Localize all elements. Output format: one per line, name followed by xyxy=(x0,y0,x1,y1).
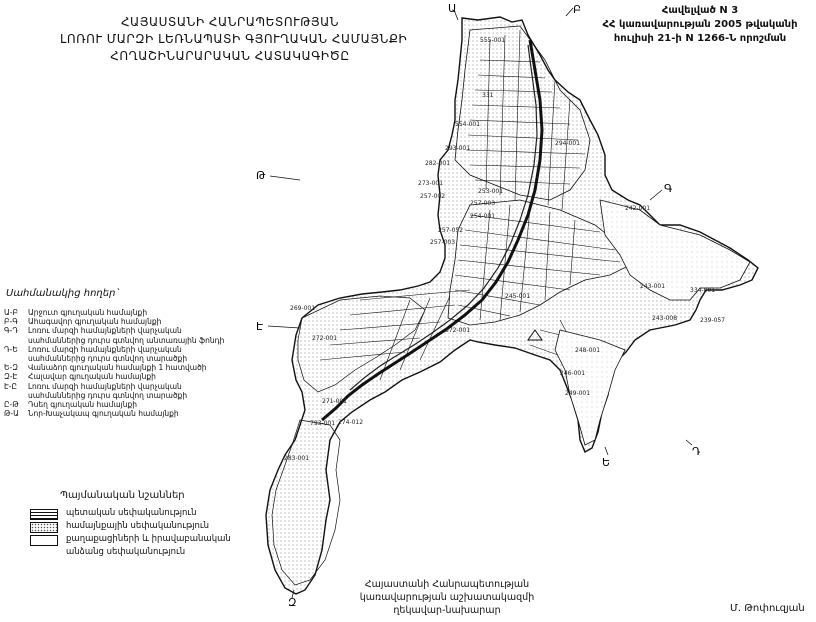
boundary-item xyxy=(4,336,224,345)
boundary-text: Ահագավոր գյուղական համայնքի xyxy=(28,317,162,327)
boundary-code: Ա-Բ xyxy=(4,308,18,317)
boundary-text: սահմաններից դուրս գտնվող տարածքի xyxy=(28,354,188,364)
legend-label: պետական սեփականություն xyxy=(66,508,197,518)
parcel-label: 334-001 xyxy=(690,287,716,294)
appendix-line-1: Հավելված N 3 xyxy=(661,5,739,16)
boundary-code xyxy=(4,391,28,400)
legend-swatch-dotted xyxy=(30,522,58,533)
boundary-code: Ը-Թ xyxy=(4,400,19,410)
boundary-item xyxy=(4,409,224,418)
boundary-code: Գ-Դ xyxy=(4,326,19,336)
legend-swatch-blank xyxy=(30,535,58,546)
boundary-text: սահմաններից դուրս գտնվող անտառային ֆոնդի xyxy=(28,335,225,345)
parcel-label: 245-001 xyxy=(505,293,531,300)
boundary-item xyxy=(4,308,224,317)
boundary-text: Նոր-Խաչակապ գյուղական համայնքի xyxy=(28,409,179,419)
boundary-text: Արջուտ գյուղական համայնքի xyxy=(28,308,148,317)
parcel-label: 793-001 xyxy=(310,420,336,427)
parcel-label: 271-001 xyxy=(322,398,348,405)
boundary-item xyxy=(4,354,224,363)
signature-line-2: կառավարության աշխատակազմի xyxy=(359,592,535,603)
appendix-note xyxy=(585,4,815,46)
title-line-3: ՀՈՂԱՇԻՆԱՐԱՐԱԿԱՆ ՀԱՏԱԿԱԳԻԾԸ xyxy=(110,49,350,63)
cardinal-g: Գ xyxy=(664,182,673,195)
boundary-code xyxy=(4,336,28,345)
signature-line-1: Հայաստանի Հանրապետության xyxy=(364,579,530,590)
parcel-label: 554-001 xyxy=(455,121,481,128)
parcel-label: 372-001 xyxy=(445,327,471,334)
cardinal-a: Ա xyxy=(448,2,457,15)
parcel-label: 243-008 xyxy=(652,315,678,322)
parcel-label: 253-001 xyxy=(478,188,504,195)
parcel-label: 254-001 xyxy=(470,213,496,220)
parcel-label: 269-001 xyxy=(290,305,316,312)
parcel-label: 257-003 xyxy=(470,200,496,207)
boundary-item xyxy=(4,345,224,354)
parcel-label: 249-001 xyxy=(565,390,591,397)
boundary-item xyxy=(4,400,224,409)
boundary-text: Դսեղ գյուղական համայնքի xyxy=(28,400,137,410)
boundary-text: Հալավար գյուղական համայնքի xyxy=(28,372,156,382)
signer-name: Մ. Թոփուզյան xyxy=(730,603,805,614)
title-line-1: ՀԱՅԱՍՏԱՆԻ ՀԱՆՐԱՊԵՏՈՒԹՅԱՆ xyxy=(120,15,340,29)
boundaries-heading: Սահմանակից հողեր` xyxy=(6,288,121,299)
cardinal-z: Զ xyxy=(288,596,297,609)
legend-swatch-hatched xyxy=(30,509,58,520)
parcel-label: 239-057 xyxy=(700,317,726,324)
parcel-label: 246-001 xyxy=(560,370,586,377)
boundary-code: Ե-Զ xyxy=(4,363,18,373)
parcel-label: 257-002 xyxy=(420,193,446,200)
legend-heading: Պայմանական նշաններ xyxy=(60,490,185,501)
legend-label: անձանց սեփականություն xyxy=(66,547,186,557)
parcel-label: 294-001 xyxy=(555,140,581,147)
boundaries-list xyxy=(4,308,224,418)
cardinal-e-west: Է xyxy=(256,320,264,333)
boundary-text: Լոռու մարզի համայնքների վարչական xyxy=(28,381,182,391)
cardinal-b: Բ xyxy=(573,3,582,16)
cardinal-e: Ե xyxy=(602,456,611,469)
boundary-item xyxy=(4,391,224,400)
boundary-text: Լոռու մարզի համայնքների վարչական xyxy=(28,344,182,354)
parcel-label: 242-001 xyxy=(625,205,651,212)
parcel-label: 331 xyxy=(482,92,494,99)
parcel-label: 282-001 xyxy=(425,160,451,167)
legend-label: համայնքային սեփականություն xyxy=(66,521,210,531)
parcel-label: 272-001 xyxy=(312,335,338,342)
boundary-code: Զ-Է xyxy=(4,372,18,382)
boundary-item xyxy=(4,372,224,381)
appendix-line-2: ՀՀ կառավարության 2005 թվականի xyxy=(602,19,798,30)
boundary-code: Բ-Գ xyxy=(4,317,18,327)
legend-label: քաղաքացիների և իրավաբանական xyxy=(66,534,231,544)
signature-block xyxy=(332,578,562,617)
parcel-label: 243-001 xyxy=(640,283,666,290)
boundary-item xyxy=(4,317,224,326)
community-boundary xyxy=(266,17,758,594)
parcel-label: 273-001 xyxy=(418,180,444,187)
map-title xyxy=(60,14,408,65)
boundary-code: Է-Ը xyxy=(4,381,17,391)
title-line-2: ԼՈՌՈՒ ՄԱՐԶԻ ԼԵՌՆԱՊԱՏԻ ԳՅՈՒՂԱԿԱՆ ՀԱՄԱՅՆՔԻ xyxy=(60,32,408,46)
boundary-text: սահմաններից դուրս գտնվող տարածքի xyxy=(28,390,188,400)
boundary-code: Թ-Ա xyxy=(4,409,19,419)
parcel-label: 555-001 xyxy=(480,37,506,44)
parcel-label: 257-003 xyxy=(430,239,456,246)
parcel-label: 248-001 xyxy=(575,347,601,354)
parcel-label: 274-012 xyxy=(338,419,364,426)
boundary-item xyxy=(4,326,224,335)
boundary-text: Լոռու մարզի համայնքների վարչական xyxy=(28,326,182,336)
parcel-label: 293-001 xyxy=(445,145,471,152)
cardinal-d: Դ xyxy=(692,445,701,458)
parcel-label: 283-001 xyxy=(284,455,310,462)
signature-line-3: ղեկավար-նախարար xyxy=(393,605,501,616)
boundary-item xyxy=(4,382,224,391)
boundary-item xyxy=(4,363,224,372)
boundary-code: Դ-Ե xyxy=(4,344,18,354)
boundary-text: Վանաձոր գյուղական համայնքի 1 հատվածի xyxy=(28,363,207,373)
appendix-line-3: հուլիսի 21-ի N 1266-Ն որոշման xyxy=(613,33,787,44)
parcel-label: 257-052 xyxy=(438,227,464,234)
cardinal-t: Թ xyxy=(256,169,266,182)
boundary-code xyxy=(4,354,28,363)
